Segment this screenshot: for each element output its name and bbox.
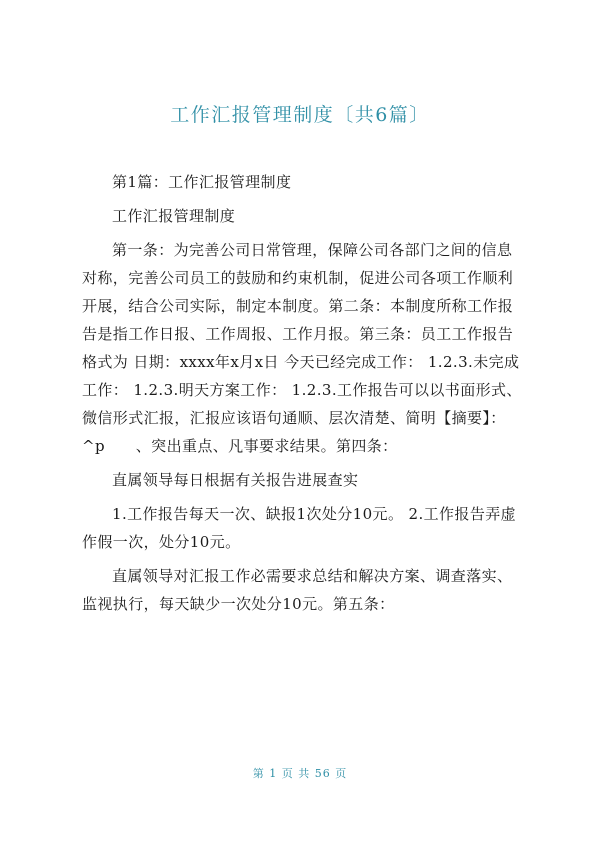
section-heading: 第1篇：工作汇报管理制度 — [112, 173, 292, 191]
paragraph-articles-1-4: 第一条：为完善公司日常管理，保障公司各部门之间的信息对称，完善公司员工的鼓励和约束机制，促进公司各项工作顺利开展，结合公司实际，制定本制度。第二条：本制度所称工作报告是指工作日报、工作周报、工作月报。第三条：员工工作报告格式为 日期：xxxx年x月x日 今天已经完成工作： 1.2.3.未完成工作： 1.2.3.明天方案工作： 1.2.3.工作报告可以以书面形式、微信形式汇报，汇报应该语句通顺、层次清楚、简明【摘要】：^p 、突出重点、凡事要求结果。第四条： — [82, 241, 522, 455]
document-title: 工作汇报管理制度〔共6篇〕 — [170, 104, 430, 126]
subtitle: 工作汇报管理制度 — [112, 207, 236, 225]
document-body — [82, 168, 522, 618]
page-indicator: 第 1 页 共 56 页 — [252, 767, 348, 780]
paragraph-supervision: 直属领导每日根据有关报告进展查实 — [112, 471, 359, 489]
paragraph-penalties: 1.工作报告每天一次、缺报1次处分10元。 2.工作报告弄虚作假一次，处分10元。 — [82, 505, 517, 551]
paragraph-leader-duty: 直属领导对汇报工作必需要求总结和解决方案、调查落实、监视执行，每天缺少一次处分10元。第五条： — [82, 567, 513, 613]
